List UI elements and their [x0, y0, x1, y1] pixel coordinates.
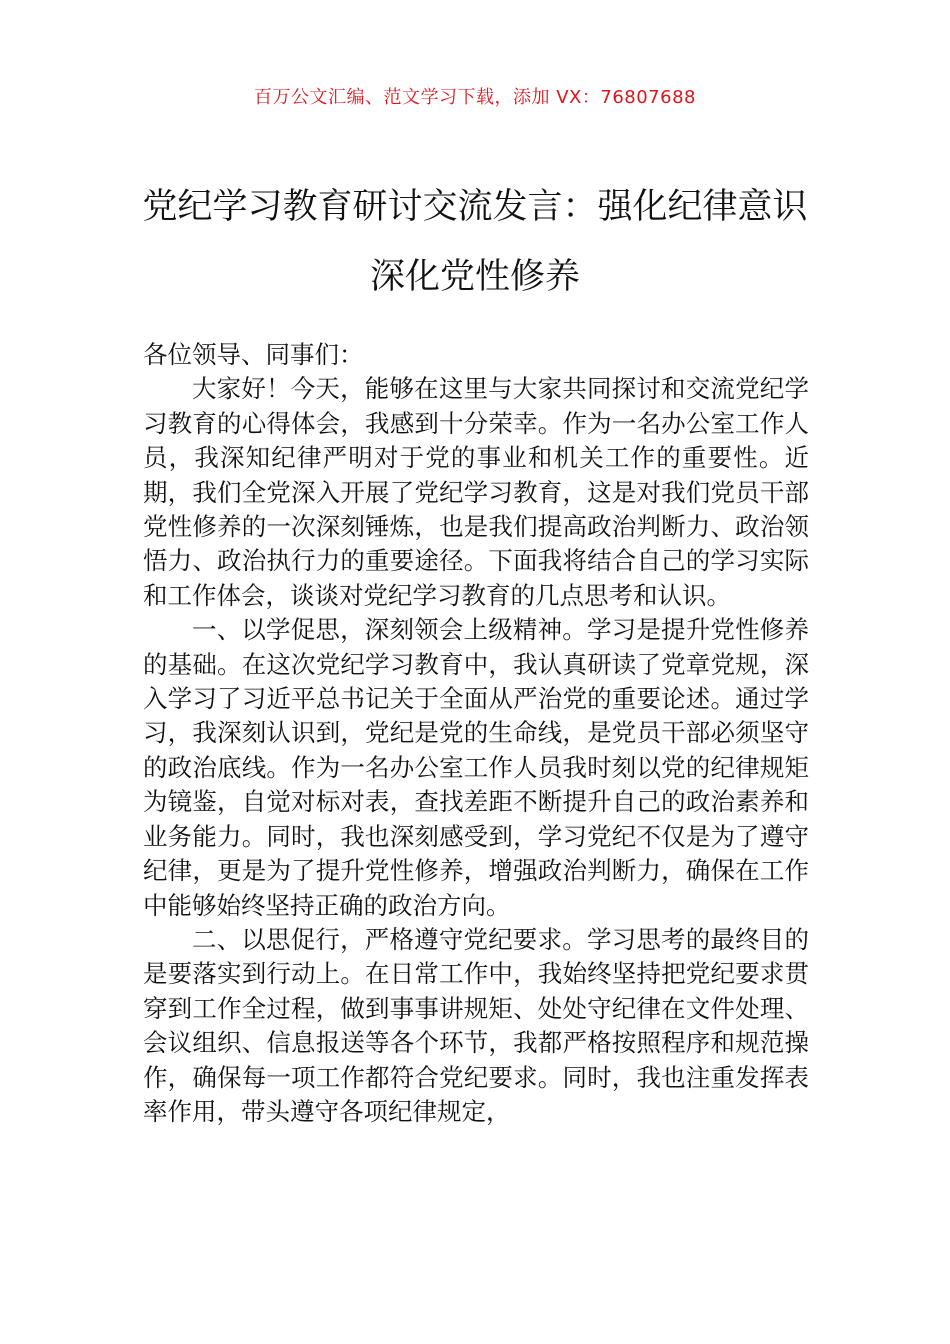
paragraph-intro: 大家好！今天，能够在这里与大家共同探讨和交流党纪学习教育的心得体会，我感到十分荣幸。作为一名办公室工作人员，我深知纪律严明对于党的事业和机关工作的重要性。近期，我们全党深入开展了党纪学习教育，这是对我们党员干部党性修养的一次深刻锤炼，也是我们提高政治判断力、政治领悟力、政治执行力的重要途径。下面我将结合自己的学习实际和工作体会，谈谈对党纪学习教育的几点思考和认识。	[143, 374, 809, 610]
paragraph-section-1: 一、以学促思，深刻领会上级精神。学习是提升党性修养的基础。在这次党纪学习教育中，我认真研读了党章党规，深入学习了习近平总书记关于全面从严治党的重要论述。通过学习，我深刻认识到，党纪是党的生命线，是党员干部必须坚守的政治底线。作为一名办公室工作人员我时刻以党的纪律规矩为镜鉴，自觉对标对表，查找差距不断提升自己的政治素养和业务能力。同时，我也深刻感受到，学习党纪不仅是为了遵守纪律，更是为了提升党性修养，增强政治判断力，确保在工作中能够始终坚持正确的政治方向。	[143, 615, 809, 920]
salutation: 各位领导、同事们：	[143, 340, 364, 369]
document-body	[143, 338, 809, 1129]
header-note: 百万公文汇编、范文学习下载，添加 VX：76807688	[254, 87, 696, 108]
paragraph-section-2: 二、以思促行，严格遵守党纪要求。学习思考的最终目的是要落实到行动上。在日常工作中，我始终坚持把党纪要求贯穿到工作全过程，做到事事讲规矩、处处守纪律在文件处理、会议组织、信息报送等各个环节，我都严格按照程序和规范操作，确保每一项工作都符合党纪要求。同时，我也注重发挥表率作用，带头遵守各项纪律规定，	[143, 924, 809, 1126]
document-title: 党纪学习教育研讨交流发言：强化纪律意识 深化党性修养	[142, 187, 808, 297]
